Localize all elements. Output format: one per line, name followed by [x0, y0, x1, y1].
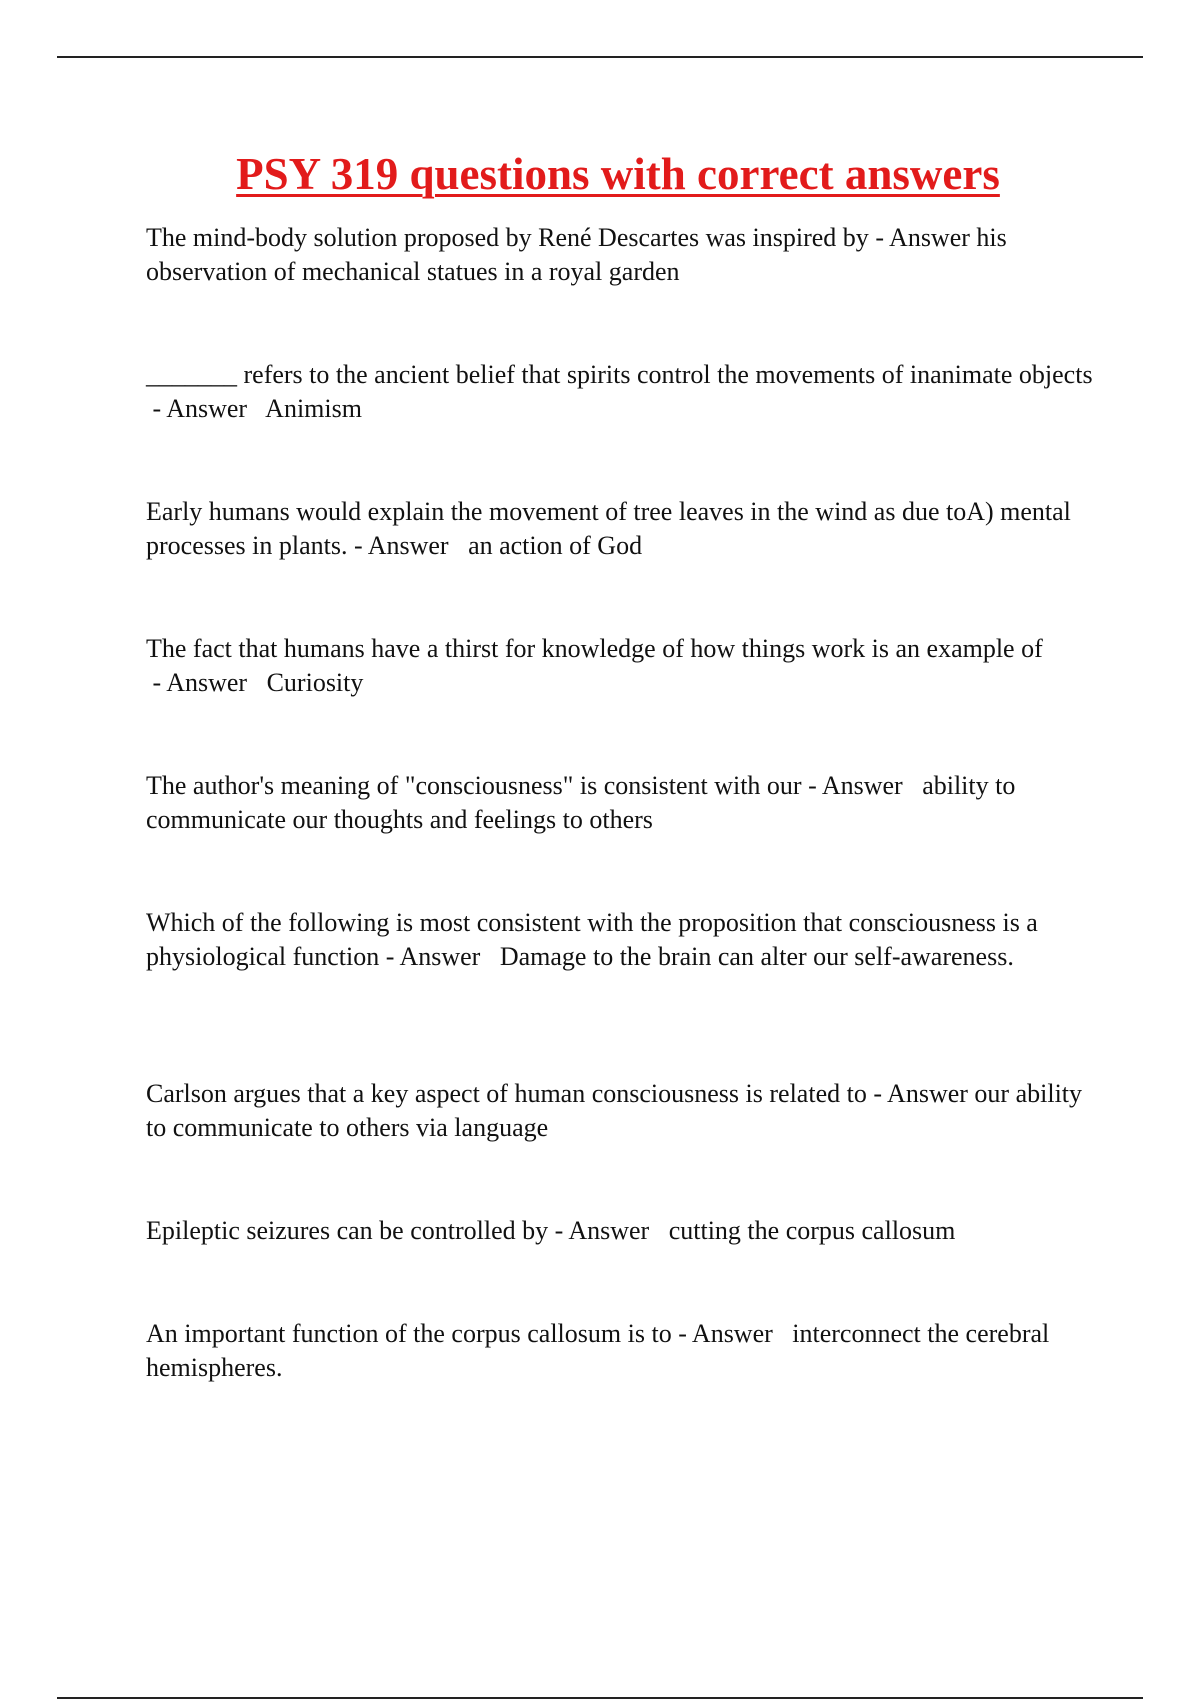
answer-text: interconnect the cerebral hemispheres. [146, 1319, 1050, 1382]
answer-text: cutting the corpus callosum [668, 1216, 956, 1245]
answer-text: our ability to communicate to others via language [146, 1079, 1083, 1142]
answer-separator: - Answer [801, 771, 923, 800]
document-title: PSY 319 questions with correct answers [236, 149, 1000, 199]
qa-item-9 [146, 1317, 1096, 1385]
answer-separator: - Answer [146, 668, 267, 697]
qa-item-1 [146, 221, 1096, 289]
qa-item-4 [146, 632, 1096, 700]
answer-separator: - Answer [548, 1216, 669, 1245]
answer-text: Damage to the brain can alter our self-awareness. [499, 942, 1014, 971]
answer-separator: - Answer [146, 394, 266, 423]
question-text: Which of the following is most consistent with the proposition that consciousness is a physiological function [146, 908, 1038, 971]
qa-item-3 [146, 495, 1096, 563]
question-text: Carlson argues that a key aspect of human consciousness is related to [146, 1079, 867, 1108]
answer-separator: - Answer [347, 531, 469, 560]
qa-item-8 [146, 1214, 1096, 1248]
qa-item-6 [146, 906, 1096, 974]
answer-text: Curiosity [266, 668, 364, 697]
question-text: The fact that humans have a thirst for knowledge of how things work is an example of [146, 634, 1043, 663]
answer-text: ability to communicate our thoughts and feelings to others [146, 771, 1016, 834]
qa-item-2 [146, 358, 1096, 426]
answer-separator: - Answer [866, 1079, 975, 1108]
question-text: The author's meaning of "consciousness" is consistent with our [146, 771, 802, 800]
answer-separator: - Answer [379, 942, 500, 971]
header-rule [57, 56, 1143, 58]
question-text: Early humans would explain the movement of tree leaves in the wind as due toA) mental processes in plants. [146, 497, 1071, 560]
answer-separator: - Answer [868, 223, 977, 252]
question-text: The mind-body solution proposed by René Descartes was inspired by [146, 223, 869, 252]
answer-text: an action of God [468, 531, 643, 560]
answer-text: his observation of mechanical statues in a royal garden [146, 223, 1007, 286]
qa-item-7 [146, 1077, 1096, 1145]
qa-item-5 [146, 769, 1096, 837]
footer-rule [57, 1697, 1143, 1699]
question-text: Epileptic seizures can be controlled by [146, 1216, 549, 1245]
answer-separator: - Answer [671, 1319, 793, 1348]
answer-text: Animism [265, 394, 362, 423]
question-text: _______ refers to the ancient belief that spirits control the movements of inanimate objects [146, 360, 1093, 389]
question-text: An important function of the corpus callosum is to [146, 1319, 672, 1348]
